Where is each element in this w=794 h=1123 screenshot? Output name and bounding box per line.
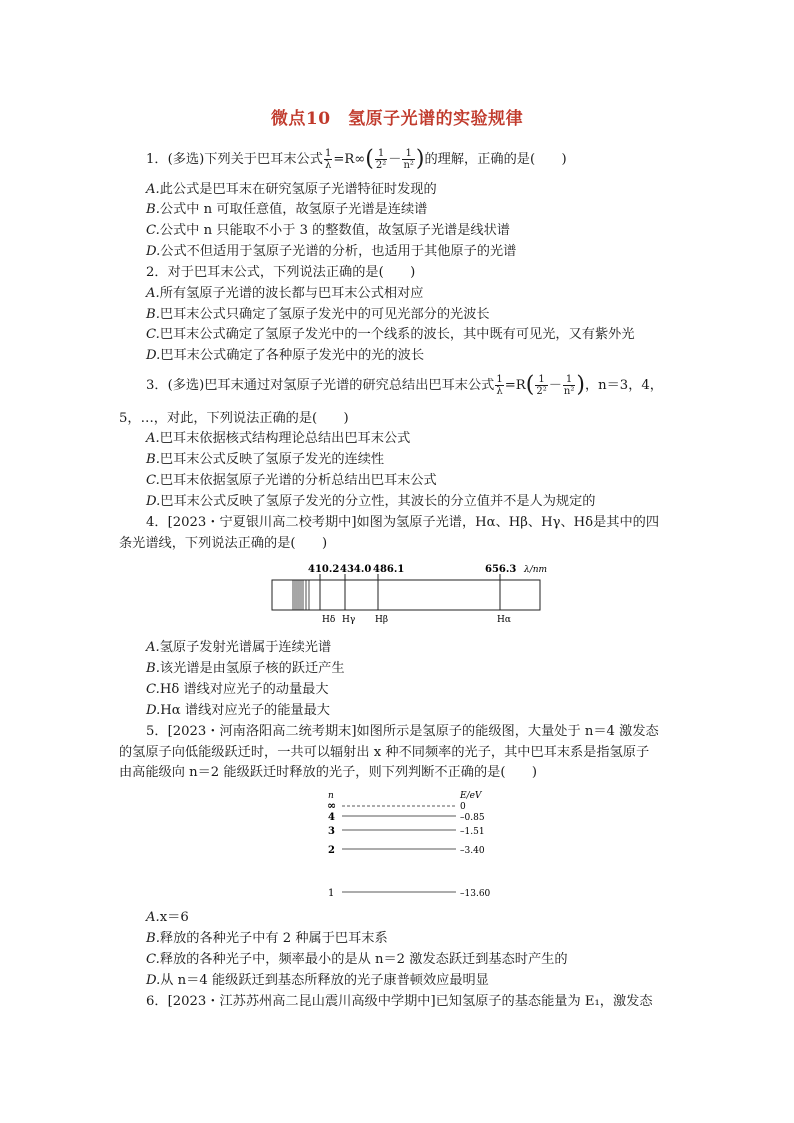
q4-stem-line2: 条光谱线，下列说法正确的是( ) (119, 536, 328, 551)
energy-inf: 0 (460, 802, 466, 812)
q5-option-a: A.x＝6 (146, 910, 189, 925)
q2-option-b: B.巴耳末公式只确定了氢原子发光中的可见光部分的光波长 (146, 307, 490, 322)
q1-option-c: C.公式中 n 只能取不小于 3 的整数值，故氢原子光谱是线状谱 (146, 223, 510, 238)
q1-option-b: B.公式中 n 可取任意值，故氢原子光谱是连续谱 (146, 202, 428, 217)
q5-stem-line2: 的氢原子向低能级跃迁时，一共可以辐射出 x 种不同频率的光子，其中巴耳末系是指氢原子 (119, 745, 650, 760)
q4-option-c: C.Hδ 谱线对应光子的动量最大 (146, 682, 329, 697)
q3-option-a: A.巴耳末依据核式结构理论总结出巴耳末公式 (146, 431, 411, 446)
energy-axis-label: E/eV (460, 791, 482, 801)
q3-option-d: D.巴耳末公式反映了氢原子发光的分立性，其波长的分立值并不是人为规定的 (146, 494, 596, 509)
spectrum-unit-label: λ/nm (524, 565, 548, 575)
level-n-3: 3 (328, 826, 335, 837)
q3-formula-lhs: $\frac{1}{\lambda}$ (496, 374, 503, 397)
hydrogen-spectrum-figure (260, 558, 560, 630)
q4-option-a: A.氢原子发射光谱属于连续光谱 (146, 640, 332, 655)
formula-rinf: =R∞ (333, 152, 366, 167)
energy-level-diagram (320, 786, 510, 902)
q2-option-a: A.所有氢原子光谱的波长都与巴耳末公式相对应 (146, 286, 424, 301)
page-title: 微点10 氢原子光谱的实验规律 (270, 109, 524, 129)
q2-option-c: C.巴耳末公式确定了氢原子发光中的一个线系的波长，其中既有可见光，又有紫外光 (146, 327, 635, 342)
q4-stem-line1: 4．[2023・宁夏银川高二校考期中]如图为氢原子光谱，Hα、Hβ、Hγ、Hδ是其中的四 (146, 515, 660, 530)
q5-option-b: B.释放的各种光子中有 2 种属于巴耳末系 (146, 931, 388, 946)
formula-lhs-fraction: $\frac{1}{\lambda}$ (324, 148, 332, 171)
q4-option-d: D.Hα 谱线对应光子的能量最大 (146, 703, 330, 718)
level-n-2: 2 (328, 845, 335, 856)
q5-stem-line3: 由高能级向 n＝2 能级跃迁时释放的光子，则下列判断不正确的是( ) (119, 765, 537, 780)
q2-stem: 2．对于巴耳末公式，下列说法正确的是( ) (146, 265, 416, 280)
wavelength-label-3: 486.1 (373, 564, 405, 575)
q2-option-d: D.巴耳末公式确定了各种原子发光中的光的波长 (146, 348, 425, 363)
q3-option-c: C.巴耳末依据氢原子光谱的分析总结出巴耳末公式 (146, 473, 437, 488)
line-label-h-beta: Hβ (375, 615, 389, 625)
q3-formula-term2: $\frac{1}{\text{n²}}$ (563, 374, 575, 397)
q6-stem-line1: 6．[2023・江苏苏州高二昆山震川高级中学期中]已知氢原子的基态能量为 E₁，激发态 (146, 994, 653, 1009)
energy-2: –3.40 (460, 846, 485, 856)
energy-1: –13.60 (460, 889, 491, 899)
q5-option-d: D.从 n＝4 能级跃迁到基态所释放的光子康普顿效应最明显 (146, 973, 489, 988)
line-label-h-gamma: Hγ (342, 615, 356, 625)
q3-option-b: B.巴耳末公式反映了氢原子发光的连续性 (146, 452, 385, 467)
line-label-h-alpha: Hα (497, 615, 511, 625)
q1-stem-pre: 1．(多选)下列关于巴耳末公式 (146, 152, 323, 167)
formula-term2: $\frac{1}{\text{n²}}$ (403, 148, 414, 171)
level-n-inf: ∞ (327, 799, 337, 812)
q1-option-d: D.公式不但适用于氢原子光谱的分析，也适用于其他原子的光谱 (146, 244, 517, 259)
q3-stem-line2: 5，…，对此，下列说法正确的是( ) (119, 411, 349, 426)
q1-option-a: A.此公式是巴耳末在研究氢原子光谱特征时发现的 (146, 182, 437, 197)
q1-stem: 1．(多选)下列关于巴耳末公式 $\frac{1}{\lambda}$ =R∞( $\frac{1}{\text{2²}}$ － $\frac{1}{\text{n²}}$ )的理解，正确的是( ) (146, 146, 567, 172)
q5-stem-line1: 5．[2023・河南洛阳高二统考期末]如图所示是氢原子的能级图，大量处于 n＝4 激发态 (146, 724, 659, 739)
wavelength-label-2: 434.0 (340, 564, 372, 575)
energy-3: –1.51 (460, 827, 485, 837)
q1-stem-post: 的理解，正确的是( ) (424, 152, 567, 167)
formula-term1: $\frac{1}{\text{2²}}$ (375, 148, 387, 171)
level-n-1: 1 (328, 888, 335, 899)
wavelength-label-1: 410.2 (308, 564, 340, 575)
wavelength-label-4: 656.3 (485, 564, 517, 575)
q4-option-b: B.该光谱是由氢原子核的跃迁产生 (146, 661, 345, 676)
line-label-h-delta: Hδ (322, 615, 336, 625)
energy-4: –0.85 (460, 813, 485, 823)
q3-stem: 3．(多选)巴耳末通过对氢原子光谱的研究总结出巴耳末公式 $\frac{1}{\lambda}$ =R( $\frac{1}{\text{2²}}$ － $\frac{1}{\text{n²}}$ )，n＝3，4， (146, 372, 663, 398)
level-n-4: 4 (328, 812, 335, 823)
q5-option-c: C.释放的各种光子中，频率最小的是从 n＝2 激发态跃迁到基态时产生的 (146, 952, 568, 967)
n-axis-label: n (328, 791, 334, 801)
q3-formula-term1: $\frac{1}{\text{2²}}$ (536, 374, 547, 397)
